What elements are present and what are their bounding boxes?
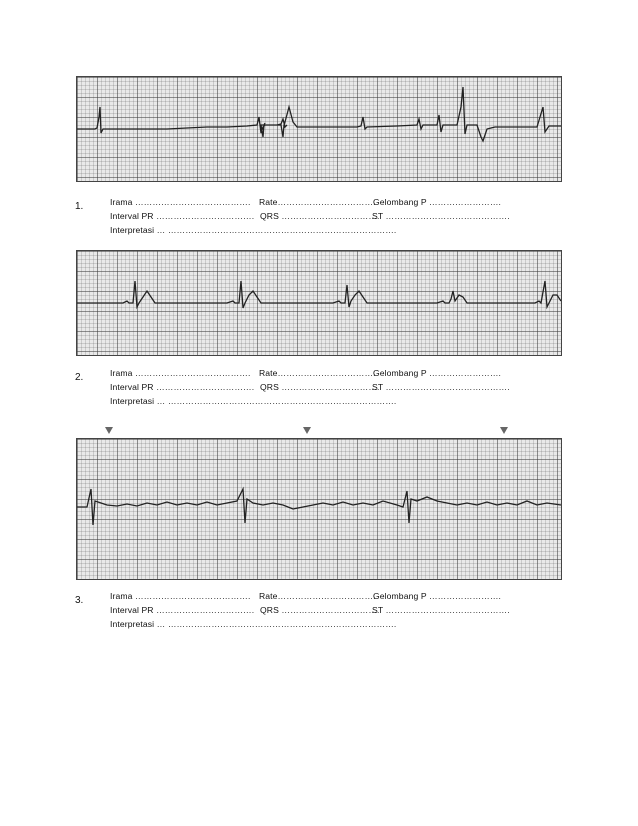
qrs-field[interactable]: QRS …………………………….: [260, 382, 380, 392]
interpretasi-field[interactable]: Interpretasi … …………………………………………………………………….: [110, 225, 397, 235]
qrs-field[interactable]: QRS …………………………….: [260, 211, 380, 221]
interpretasi-field[interactable]: Interpretasi … …………………………………………………………………….: [110, 619, 397, 629]
ecg-strip-2: [76, 250, 562, 356]
irama-field[interactable]: Irama ………………………………….: [110, 368, 251, 378]
ecg-trace-1: [77, 77, 561, 181]
qrs-field[interactable]: QRS …………………………….: [260, 605, 380, 615]
st-field[interactable]: ST …………………………………….: [372, 605, 510, 615]
st-field[interactable]: ST …………………………………….: [372, 211, 510, 221]
interval-pr-field[interactable]: Interval PR …………………………….: [110, 211, 255, 221]
exercise-number-3: 3.: [75, 595, 84, 606]
gelombang-p-field[interactable]: Gelombang P …………………….: [373, 197, 502, 207]
exercise-number-2: 2.: [75, 372, 84, 383]
st-field[interactable]: ST …………………………………….: [372, 382, 510, 392]
gelombang-p-field[interactable]: Gelombang P …………………….: [373, 368, 502, 378]
irama-field[interactable]: Irama ………………………………….: [110, 591, 251, 601]
interval-pr-field[interactable]: Interval PR …………………………….: [110, 605, 255, 615]
ecg-strip-3: [76, 438, 562, 580]
irama-field[interactable]: Irama ………………………………….: [110, 197, 251, 207]
exercise-number-1: 1.: [75, 201, 84, 212]
gelombang-p-field[interactable]: Gelombang P …………………….: [373, 591, 502, 601]
ecg-strip-1: [76, 76, 562, 182]
rate-field[interactable]: Rate…………………………….: [259, 197, 376, 207]
marker-triangle-icon: [303, 427, 311, 434]
marker-triangle-icon: [105, 427, 113, 434]
marker-triangle-icon: [500, 427, 508, 434]
interval-pr-field[interactable]: Interval PR …………………………….: [110, 382, 255, 392]
rate-field[interactable]: Rate…………………………….: [259, 591, 376, 601]
rate-field[interactable]: Rate…………………………….: [259, 368, 376, 378]
interpretasi-field[interactable]: Interpretasi … …………………………………………………………………….: [110, 396, 397, 406]
ecg-trace-2: [77, 251, 561, 355]
ecg-trace-3: [77, 439, 561, 579]
